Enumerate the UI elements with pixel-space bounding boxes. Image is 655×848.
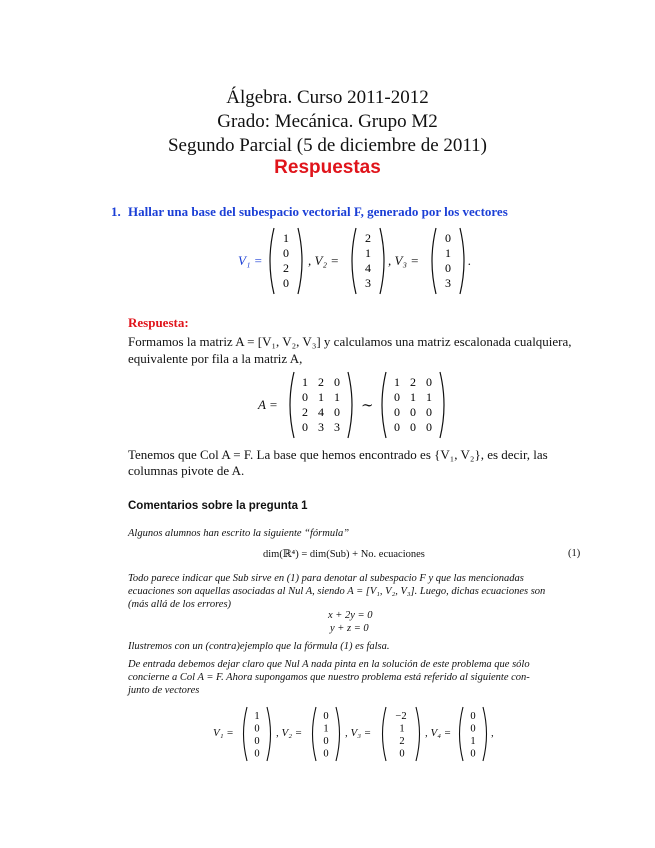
matrix-a-cell: 1 — [334, 390, 340, 404]
v3-entry: 0 — [445, 261, 451, 275]
answers-heading: Respuestas — [274, 157, 381, 178]
w1-entry: 0 — [254, 736, 260, 747]
matrix-e-cell: 1 — [410, 390, 416, 404]
w1-entry: 0 — [254, 723, 260, 735]
comments-p1-line3: (más allá de los errores) — [128, 599, 232, 610]
matrix-e-cell: 2 — [410, 375, 416, 389]
course-title: Álgebra. Curso 2011-2012 — [226, 87, 429, 108]
w4-vector — [456, 705, 490, 763]
matrix-a-cell: 0 — [334, 375, 340, 389]
formula: dim(ℝ⁴) = dim(Sub) + No. ecuaciones — [263, 549, 425, 560]
matrix-a-cell: 4 — [318, 405, 324, 419]
matrix-e-cell: 1 — [426, 390, 432, 404]
degree-line: Grado: Mecánica. Grupo M2 — [217, 111, 438, 132]
answer-para1-line1: Formamos la matriz A = [V₁, V₂, V₃] y calculamos una matriz escalonada cualquiera, — [128, 334, 572, 349]
v1-entry: 1 — [283, 231, 289, 245]
comments-intro: Algunos alumnos han escrito la siguiente “fórmula” — [128, 528, 350, 539]
w2-entry: 0 — [323, 748, 329, 760]
matrix-a-cell: 3 — [318, 420, 324, 434]
v3-entry: 0 — [445, 231, 451, 245]
w2-entry: 1 — [323, 723, 329, 735]
answer-para2-line1: Tenemos que Col A = F. La base que hemos encontrado es {V₁, V₂}, es decir, las — [128, 447, 548, 462]
w2-entry: 0 — [323, 736, 329, 747]
matrix-a-cell: 0 — [334, 405, 340, 419]
v3-label: , V₃ = — [388, 253, 419, 268]
w3-label: , V₃ = — [345, 727, 372, 739]
comments-p2: Ilustremos con un (contra)ejemplo que la fórmula (1) es falsa. — [128, 641, 390, 652]
v1-entry: 0 — [283, 246, 289, 260]
w2-vector — [309, 705, 343, 763]
v2-entry: 1 — [365, 246, 371, 260]
equation-1: x + 2y = 0 — [328, 610, 373, 621]
v1-label: V₁ = — [238, 253, 263, 268]
answer-para2-line2: columnas pivote de A. — [128, 463, 245, 478]
answer-para1-line2: equivalente por fila a la matriz A, — [128, 351, 303, 366]
w3-entry: −2 — [395, 711, 407, 722]
v2-entry: 2 — [365, 231, 371, 245]
matrix-e-cell: 0 — [394, 420, 400, 434]
matrix-a — [286, 370, 356, 440]
question-statement: Hallar una base del subespacio vectorial F, generado por los vectores — [128, 204, 508, 219]
matrix-a-cell: 1 — [302, 375, 308, 389]
v2-entry: 3 — [365, 276, 371, 290]
matrix-a-label: A = — [258, 397, 278, 412]
matrix-a-cell: 0 — [302, 420, 308, 434]
matrix-a-cell: 2 — [318, 375, 324, 389]
matrix-a-cell: 2 — [302, 405, 308, 419]
comments-p3-line3: junto de vectores — [128, 685, 200, 696]
w-end: , — [491, 727, 494, 739]
v2-vector — [348, 226, 388, 296]
v1-entry: 2 — [283, 261, 289, 275]
comments-p1-line2: ecuaciones son aquellas asociadas al Nul A, siendo A = [V₁, V₂, V₃]. Luego, dichas ecuaciones son — [128, 586, 546, 597]
w4-entry: 0 — [470, 711, 476, 722]
matrix-e-cell: 0 — [426, 420, 432, 434]
matrix-a-cell: 1 — [318, 390, 324, 404]
w1-label: V₁ = — [213, 727, 234, 739]
answer-heading: Respuesta: — [128, 315, 189, 330]
w3-entry: 1 — [399, 723, 405, 735]
w3-entry: 0 — [399, 748, 405, 760]
matrix-e-cell: 0 — [426, 375, 432, 389]
matrix-e-cell: 0 — [394, 405, 400, 419]
w4-label: , V₄ = — [425, 727, 452, 739]
v1-entry: 0 — [283, 276, 289, 290]
v3-vector — [428, 226, 468, 296]
matrix-e-cell: 0 — [410, 405, 416, 419]
matrix-a-cell: 0 — [302, 390, 308, 404]
comments-heading: Comentarios sobre la pregunta 1 — [128, 500, 308, 512]
w4-entry: 0 — [470, 748, 476, 760]
w4-entry: 0 — [470, 723, 476, 735]
w3-entry: 2 — [399, 736, 405, 747]
matrix-e-cell: 0 — [426, 405, 432, 419]
v2-label: , V₂ = — [308, 253, 339, 268]
matrix-e-cell: 1 — [394, 375, 400, 389]
comments-p3-line2: concierne a Col A = F. Ahora supongamos que nuestro problema está referido al siguiente con- — [128, 672, 530, 683]
w4-entry: 1 — [470, 736, 476, 747]
w2-entry: 0 — [323, 711, 329, 722]
v3-entry: 3 — [445, 276, 451, 290]
v3-entry: 1 — [445, 246, 451, 260]
w3-vector — [379, 705, 423, 763]
formula-tag: (1) — [568, 548, 581, 559]
v-end: . — [468, 253, 472, 268]
w1-vector — [240, 705, 274, 763]
equivalence-symbol: ∼ — [361, 398, 374, 414]
equation-2: y + z = 0 — [330, 623, 369, 634]
w1-entry: 1 — [254, 711, 260, 722]
matrix-echelon — [378, 370, 448, 440]
matrix-e-cell: 0 — [394, 390, 400, 404]
comments-p1-line1: Todo parece indicar que Sub sirve en (1) para denotar al subespacio F y que las mencionadas — [128, 573, 524, 584]
v2-entry: 4 — [365, 261, 371, 275]
exam-line: Segundo Parcial (5 de diciembre de 2011) — [167, 135, 488, 156]
matrix-e-cell: 0 — [410, 420, 416, 434]
question-number: 1. — [111, 204, 121, 219]
matrix-a-cell: 3 — [334, 420, 340, 434]
v1-vector — [266, 226, 306, 296]
comments-p3-line1: De entrada debemos dejar claro que Nul A nada pinta en la solución de este problema que sólo — [128, 659, 530, 670]
w2-label: , V₂ = — [276, 727, 303, 739]
w1-entry: 0 — [254, 748, 260, 760]
